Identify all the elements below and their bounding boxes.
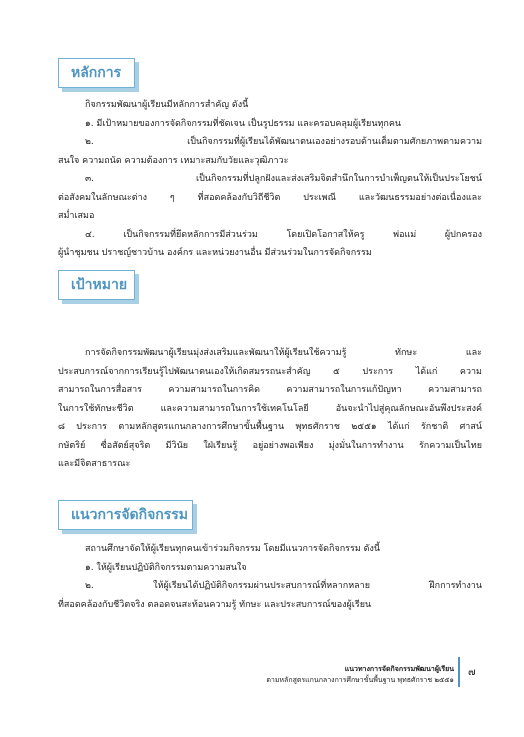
text-line: การจัดกิจกรรมพัฒนาผู้เรียนมุ่งส่งเสริมและพัฒนาให้ผู้เรียนใช้ความรู้ ทักษะ และ xyxy=(85,348,482,358)
section-heading-activity-guidelines xyxy=(58,500,193,530)
footer-divider xyxy=(458,657,460,687)
footer-title: แนวทางการจัดกิจกรรมพัฒนาผู้เรียน xyxy=(344,665,454,673)
text-line: ประสบการณ์จากการเรียนรู้ไปพัฒนาตนเองให้เกิดสมรรถนะสำคัญ ๕ ประการ ได้แก่ ความ xyxy=(58,366,482,377)
text-line: ในการใช้ทักษะชีวิต และความสามารถในการใช้เทคโนโลยี อันจะนำไปสู่คุณลักษณะอันพึงประสงค์ xyxy=(58,403,482,414)
text-line: ๑. ให้ผู้เรียนปฏิบัติกิจกรรมตามความสนใจ xyxy=(85,562,247,573)
text-line: สถานศึกษาจัดให้ผู้เรียนทุกคนเข้าร่วมกิจกรรม โดยมีแนวการจัดกิจกรรม ดังนี้ xyxy=(85,544,381,554)
page-footer xyxy=(266,664,454,685)
footer-subtitle: ตามหลักสูตรแกนกลางการศึกษาขั้นพื้นฐาน พุทธศักราช ๒๕๕๑ xyxy=(266,675,454,684)
text-line: และมีจิตสาธารณะ xyxy=(58,459,131,469)
text-line: ๔. เป็นกิจกรรมที่ยึดหลักการมีส่วนร่วม โดยเปิดโอกาสให้ครู พ่อแม่ ผู้ปกครอง xyxy=(85,229,482,240)
section-heading-principles xyxy=(58,58,135,88)
text-line: ต่อสังคมในลักษณะต่าง ๆ ที่สอดคล้องกับวิถีชีวิต ประเพณี และวัฒนธรรมอย่างต่อเนื่องและ xyxy=(58,192,482,203)
principles-paragraph xyxy=(58,96,482,263)
text-line: ๘ ประการ ตามหลักสูตรแกนกลางการศึกษาขั้นพื้นฐาน พุทธศักราช ๒๕๕๑ ได้แก่ รักชาติ ศาสน์ xyxy=(58,422,482,432)
text-line: ๒. ให้ผู้เรียนได้ปฏิบัติกิจกรรมผ่านประสบการณ์ที่หลากหลาย ฝึกการทำงาน xyxy=(85,581,482,591)
goals-paragraph xyxy=(58,344,482,474)
text-line: สม่ำเสมอ xyxy=(58,211,95,221)
text-line: ๑. มีเป้าหมายของการจัดกิจกรรมที่ชัดเจน เป็นรูปธรรม และครอบคลุมผู้เรียนทุกคน xyxy=(85,118,402,129)
section-heading-text: หลักการ xyxy=(71,65,122,81)
text-line: ๒. เป็นกิจกรรมที่ผู้เรียนได้พัฒนาตนเองอย่างรอบด้านเต็มตามศักยภาพตามความ xyxy=(85,137,482,147)
text-line: กษัตริย์ ซื่อสัตย์สุจริต มีวินัย ใฝ่เรียนรู้ อยู่อย่างพอเพียง มุ่งมั่นในการทำงาน รักความเป็นไทย xyxy=(58,440,482,451)
text-line: กิจกรรมพัฒนาผู้เรียนมีหลักการสำคัญ ดังนี้ xyxy=(85,100,249,110)
section-heading-goals xyxy=(58,270,135,300)
text-line: ที่สอดคล้องกับชีวิตจริง ตลอดจนสะท้อนความรู้ ทักษะ และประสบการณ์ของผู้เรียน xyxy=(58,599,372,610)
page-number: ๗ xyxy=(468,667,476,678)
text-line: สามารถในการสื่อสาร ความสามารถในการคิด ความสามารถในการแก้ปัญหา ความสามารถ xyxy=(58,385,482,395)
text-line: ผู้นำชุมชน ปราชญ์ชาวบ้าน องค์กร และหน่วยงานอื่น มีส่วนร่วมในการจัดกิจกรรม xyxy=(58,248,372,258)
section-heading-text: แนวการจัดกิจกรรม xyxy=(71,507,189,523)
guidelines-paragraph xyxy=(58,540,482,614)
section-heading-text: เป้าหมาย xyxy=(71,277,128,293)
text-line: สนใจ ความถนัด ความต้องการ เหมาะสมกับวัยและวุฒิภาวะ xyxy=(58,155,289,166)
text-line: ๓. เป็นกิจกรรมที่ปลูกฝังและส่งเสริมจิตสำนึกในการบำเพ็ญตนให้เป็นประโยชน์ xyxy=(85,174,482,184)
